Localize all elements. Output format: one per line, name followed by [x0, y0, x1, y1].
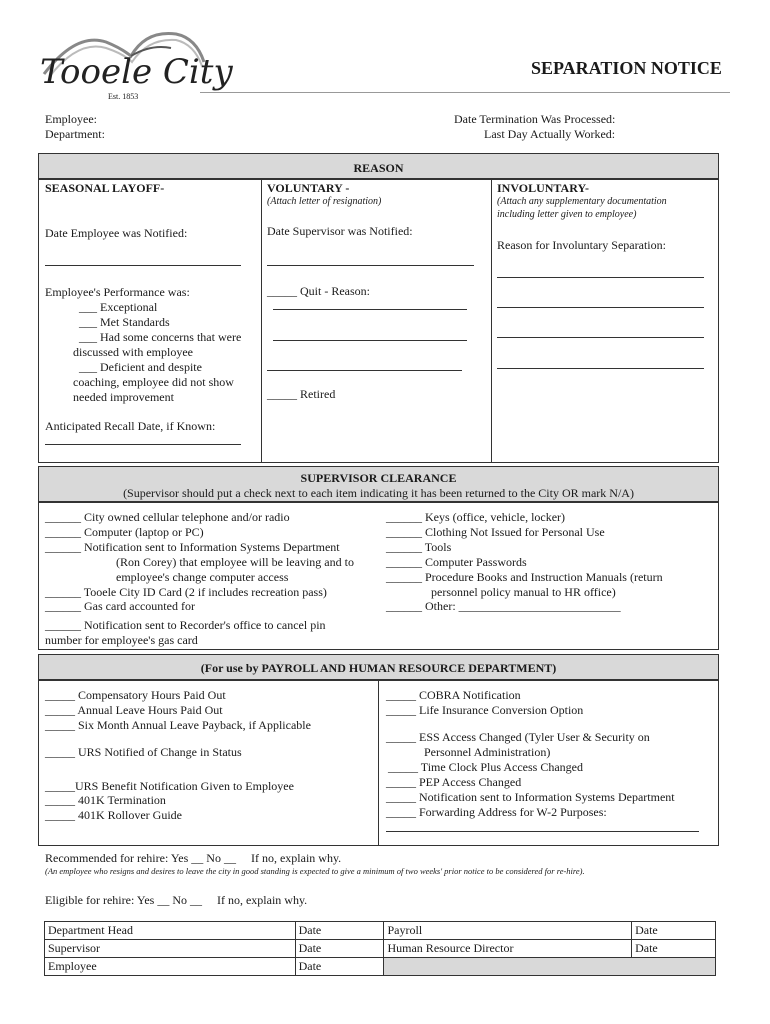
perf-option[interactable]: ___ Exceptional — [79, 300, 158, 314]
payroll-item[interactable]: _____ Time Clock Plus Access Changed — [388, 760, 584, 774]
performance-label: Employee's Performance was: — [45, 285, 190, 299]
perf-option-cont: needed improvement — [73, 390, 174, 404]
involuntary-note: (Attach any supplementary documentation — [497, 196, 667, 207]
payroll-item-cont: Personnel Administration) — [424, 745, 551, 759]
clearance-item[interactable]: ______ Computer Passwords — [386, 555, 527, 569]
clearance-item[interactable]: ______ Tooele City ID Card (2 if includes recreation pass) — [45, 585, 327, 599]
clearance-item[interactable]: ______ City owned cellular telephone and/or radio — [45, 510, 290, 524]
signature-row — [45, 958, 716, 976]
seasonal-title: SEASONAL LAYOFF- — [45, 181, 165, 195]
sig-cell[interactable]: Supervisor — [45, 940, 296, 958]
signature-row — [45, 940, 716, 958]
payroll-item[interactable]: _____ Life Insurance Conversion Option — [386, 703, 584, 717]
clearance-item-cont: personnel policy manual to HR office) — [431, 585, 616, 599]
recall-line[interactable] — [45, 444, 241, 445]
clearance-item[interactable]: ______ Keys (office, vehicle, locker) — [386, 510, 566, 524]
involuntary-line[interactable] — [497, 368, 704, 369]
payroll-item[interactable]: _____ Notification sent to Information Systems Department — [386, 790, 675, 804]
payroll-item[interactable]: _____ Compensatory Hours Paid Out — [45, 688, 226, 702]
clearance-heading: SUPERVISOR CLEARANCE — [300, 471, 457, 485]
perf-option-cont: discussed with employee — [73, 345, 193, 359]
clearance-item[interactable]: ______ Notification sent to Recorder's office to cancel pin — [45, 618, 326, 632]
signature-table — [44, 921, 716, 976]
recall-label: Anticipated Recall Date, if Known: — [45, 419, 216, 433]
rehire-note: (An employee who resigns and desires to leave the city in good standing is expected to give a minimum of two weeks' prior notice to be considered for re-hire). — [45, 866, 585, 876]
sig-cell-empty — [384, 958, 716, 976]
page-title: SEPARATION NOTICE — [531, 58, 722, 78]
payroll-item[interactable]: _____ PEP Access Changed — [386, 775, 522, 789]
payroll-item[interactable]: _____ COBRA Notification — [386, 688, 521, 702]
clearance-item[interactable]: ______ Notification sent to Information Systems Department — [45, 540, 340, 554]
clearance-item-cont: employee's change computer access — [116, 570, 289, 584]
clearance-item-cont: (Ron Corey) that employee will be leaving and to — [116, 555, 354, 569]
clearance-item-cont: number for employee's gas card — [45, 633, 198, 647]
header-rule — [200, 92, 730, 93]
payroll-item[interactable]: _____ ESS Access Changed (Tyler User & Security on — [386, 730, 650, 744]
sig-cell[interactable]: Payroll — [384, 922, 632, 940]
forwarding-address-line[interactable] — [386, 831, 699, 832]
perf-option[interactable]: ___ Had some concerns that were — [79, 330, 242, 344]
involuntary-line[interactable] — [497, 307, 704, 308]
payroll-item[interactable]: _____ Six Month Annual Leave Payback, if Applicable — [45, 718, 311, 732]
department-label: Department: — [45, 127, 105, 141]
date-cell[interactable]: Date — [295, 922, 384, 940]
payroll-heading: (For use by PAYROLL AND HUMAN RESOURCE DEPARTMENT) — [200, 661, 557, 675]
perf-option[interactable]: ___ Met Standards — [79, 315, 170, 329]
supervisor-notified-line[interactable] — [267, 265, 474, 266]
clearance-subheading: (Supervisor should put a check next to each item indicating it has been returned to the City OR mark N/A) — [123, 486, 634, 500]
involuntary-title: INVOLUNTARY- — [497, 181, 590, 195]
sig-cell[interactable]: Human Resource Director — [384, 940, 632, 958]
clearance-item[interactable]: ______ Other: ___________________________ — [386, 599, 621, 613]
payroll-item[interactable]: _____ 401K Rollover Guide — [45, 808, 182, 822]
payroll-item[interactable]: _____ URS Notified of Change in Status — [45, 745, 242, 759]
payroll-item[interactable]: _____URS Benefit Notification Given to Employee — [45, 779, 294, 793]
logo-est: Est. 1853 — [108, 92, 139, 101]
payroll-item[interactable]: _____ Forwarding Address for W-2 Purposes: — [386, 805, 607, 819]
date-cell[interactable]: Date — [295, 958, 384, 976]
date-processed-label: Date Termination Was Processed: — [454, 112, 616, 126]
rehire-eligible[interactable]: Eligible for rehire: Yes __ No __ If no, explain why. — [45, 893, 308, 907]
clearance-item[interactable]: ______ Procedure Books and Instruction Manuals (return — [386, 570, 663, 584]
date-cell[interactable]: Date — [632, 922, 716, 940]
last-day-label: Last Day Actually Worked: — [484, 127, 616, 141]
voluntary-title: VOLUNTARY - — [267, 181, 350, 195]
clearance-item[interactable]: ______ Gas card accounted for — [45, 599, 195, 613]
perf-option-cont: coaching, employee did not show — [73, 375, 234, 389]
involuntary-reason: Reason for Involuntary Separation: — [497, 238, 666, 252]
signature-row — [45, 922, 716, 940]
quit-line[interactable] — [273, 340, 467, 341]
supervisor-notified: Date Supervisor was Notified: — [267, 224, 413, 238]
payroll-item[interactable]: _____ Annual Leave Hours Paid Out — [45, 703, 223, 717]
payroll-item[interactable]: _____ 401K Termination — [45, 793, 166, 807]
seasonal-notified: Date Employee was Notified: — [45, 226, 188, 240]
involuntary-line[interactable] — [497, 337, 704, 338]
clearance-item[interactable]: ______ Computer (laptop or PC) — [45, 525, 204, 539]
quit-reason[interactable]: _____ Quit - Reason: — [267, 284, 370, 298]
perf-option[interactable]: ___ Deficient and despite — [79, 360, 202, 374]
sig-cell[interactable]: Employee — [45, 958, 296, 976]
logo-text: Tooele City — [40, 52, 233, 92]
date-cell[interactable]: Date — [295, 940, 384, 958]
quit-line[interactable] — [267, 370, 462, 371]
employee-label: Employee: — [45, 112, 97, 126]
sig-cell[interactable]: Department Head — [45, 922, 296, 940]
involuntary-note: including letter given to employee) — [497, 209, 637, 220]
voluntary-note: (Attach letter of resignation) — [267, 196, 382, 207]
clearance-item[interactable]: ______ Clothing Not Issued for Personal Use — [386, 525, 605, 539]
quit-line[interactable] — [273, 309, 467, 310]
seasonal-notified-line[interactable] — [45, 265, 241, 266]
rehire-recommended[interactable]: Recommended for rehire: Yes __ No __ If no, explain why. — [45, 851, 342, 865]
retired-option[interactable]: _____ Retired — [267, 387, 336, 401]
date-cell[interactable]: Date — [632, 940, 716, 958]
logo — [36, 22, 233, 104]
involuntary-line[interactable] — [497, 277, 704, 278]
clearance-item[interactable]: ______ Tools — [386, 540, 452, 554]
reason-heading: REASON — [353, 161, 404, 175]
